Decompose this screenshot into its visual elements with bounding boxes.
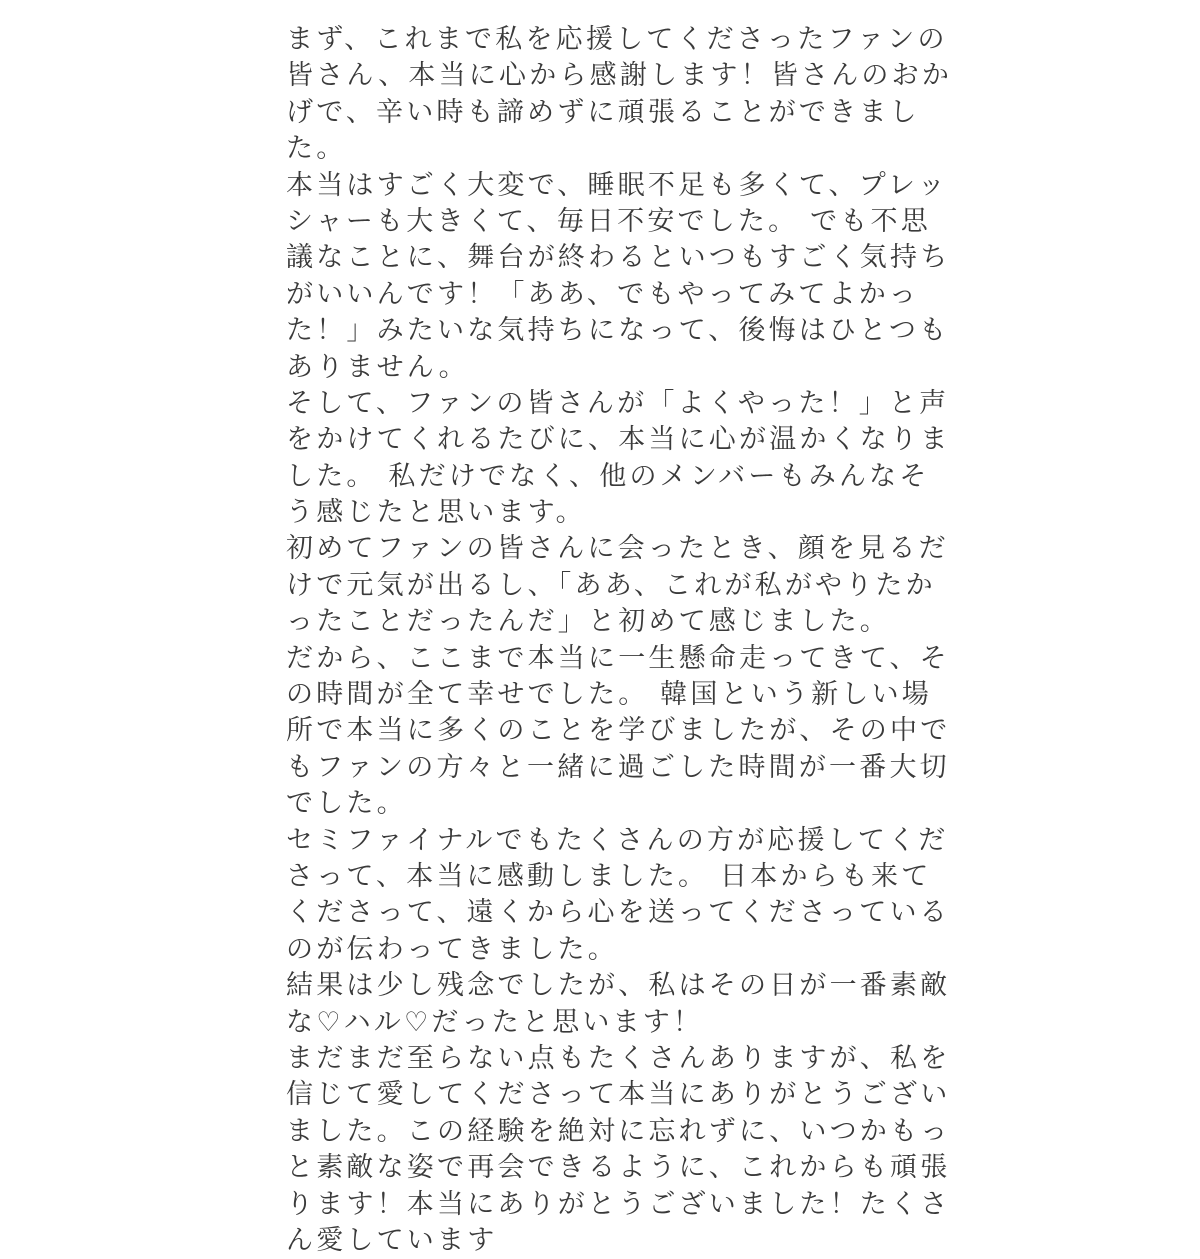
text-line: さって、本当に感動しました。 日本からも来て (286, 860, 932, 892)
text-line: がいいんです！「ああ、でもやってみてよかっ (286, 278, 920, 310)
text-line: シャーも大きくて、毎日不安でした。 でも不思 (286, 205, 931, 237)
text-line: 本当はすごく大変で、睡眠不足も多くて、プレッ (286, 169, 948, 201)
text-line: た！」みたいな気持ちになって、後悔はひとつも (286, 315, 950, 347)
text-line: もファンの方々と一緒に過ごした時間が一番大切 (286, 751, 950, 783)
text-line: そして、ファンの皆さんが「よくやった！」と声 (286, 387, 950, 419)
text-line: ありません。 (286, 351, 469, 383)
text-line: けで元気が出るし、「ああ、これが私がやりたか (286, 569, 936, 601)
text-line: た。 (286, 133, 347, 165)
message-text-body (286, 22, 953, 1259)
text-line: ん愛しています (286, 1224, 498, 1256)
text-line: 信じて愛してくださって本当にありがとうござい (286, 1079, 951, 1111)
text-line: した。 私だけでなく、他のメンバーもみんなそ (286, 460, 930, 492)
text-line: う感じたと思います。 (286, 497, 586, 529)
text-line: 所で本当に多くのことを学びましたが、その中で (286, 715, 951, 747)
text-line: 初めてファンの皆さんに会ったとき、顔を見るだ (286, 533, 949, 565)
text-line: な♡ハル♡だったと思います！ (286, 1006, 704, 1038)
text-line: セミファイナルでもたくさんの方が応援してくだ (286, 824, 949, 856)
text-line: の時間が全て幸せでした。 韓国という新しい場 (286, 679, 932, 711)
text-line: まだまだ至らない点もたくさんありますが、私を (286, 1042, 951, 1074)
text-line: ました。この経験を絶対に忘れずに、いつかもっ (286, 1115, 951, 1147)
text-line: 結果は少し残念でしたが、私はその日が一番素敵 (286, 970, 951, 1002)
text-line: だから、ここまで本当に一生懸命走ってきて、そ (286, 642, 950, 674)
text-line: 議なことに、舞台が終わるといつもすごく気持ち (286, 242, 951, 274)
text-line: 皆さん、本当に心から感謝します！皆さんのおか (286, 60, 953, 92)
text-line: と素敵な姿で再会できるように、これからも頑張 (286, 1152, 951, 1184)
text-line: ったことだったんだ」と初めて感じました。 (286, 606, 890, 638)
text-line: まず、これまで私を応援してくださったファンの (286, 24, 948, 55)
text-line: げで、辛い時も諦めずに頑張ることができまし (286, 96, 920, 128)
text-line: ります！本当にありがとうございました！たくさ (286, 1188, 951, 1220)
text-line: のが伝わってきました。 (286, 933, 618, 965)
text-line: をかけてくれるたびに、本当に心が温かくなりま (286, 424, 951, 456)
text-line: でした。 (286, 788, 407, 820)
text-line: くださって、遠くから心を送ってくださっている (286, 897, 950, 929)
